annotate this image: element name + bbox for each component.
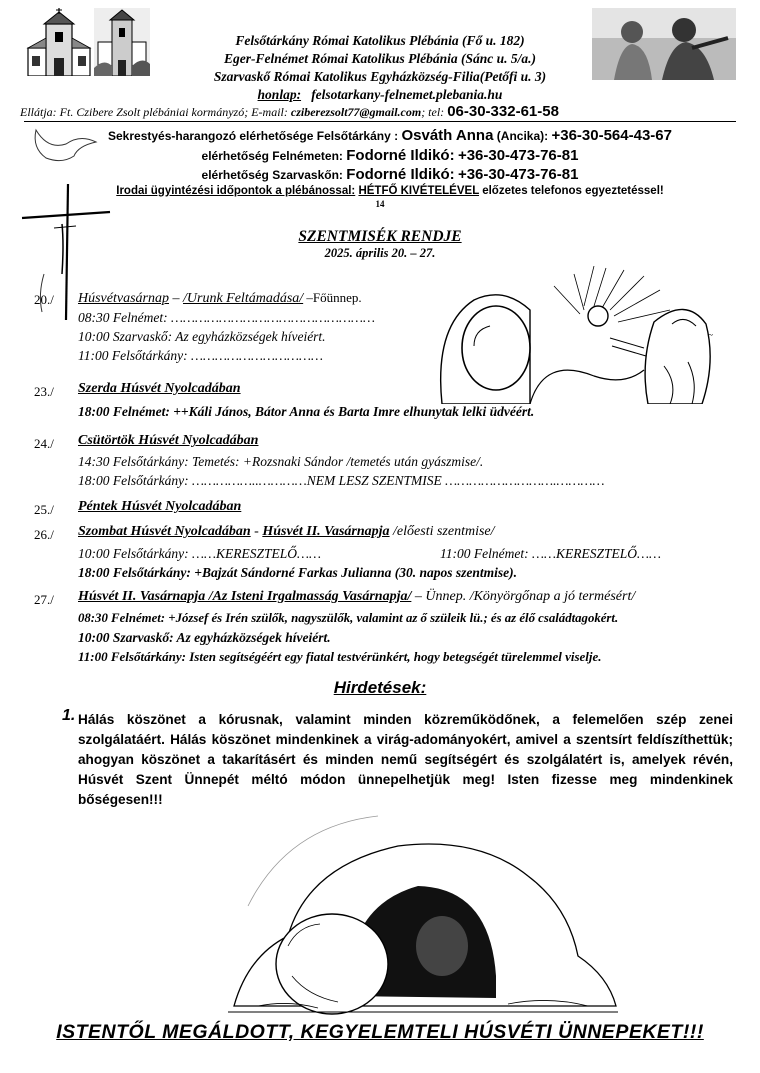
mass-entry: 10:00 Szarvaskő: Az egyházközségek híveiért. [78,329,326,344]
sacristan-contact: Sekrestyés-harangozó elérhetősége Felsőtárkány : Osváth Anna (Ancika): +36-30-564-43-67 [108,127,672,144]
mass-entry: 18:00 Felsőtárkány: +Bajzát Sándorné Farkas Julianna (30. napos szentmise). [78,565,518,580]
day-number: 23./ [34,384,54,399]
ellatja-label: Ellátja: Ft. Czibere Zsolt plébániai kormányzó; E-mail: [20,105,288,119]
day-number: 25./ [34,502,54,517]
mass-entry: 08:30 Felnémet: +József és Irén szülők, nagyszülők, valamint az ő szüleik lü.; és az élő családtagokért. [78,611,619,625]
mass-entry: 18:00 Felnémet: ++Káli János, Bátor Anna és Barta Imre elhunytak lelki üdvéért. [78,404,535,419]
header-line-2: Eger-Felnémet Római Katolikus Plébánia (Sánc u. 5/a.) [223,51,537,66]
announcement-text: Hálás köszönet a kórusnak, valamint minden közreműködőnek, a felemelően szép zenei szolgálatáért. Hálás köszönet mindenkinek a virág-adományokért, amivel a szentsírt feldíszíthettük; ahogyan köszönet a takarításért és minden nemű segítségért és szolgálatért is, amelyek révén, Húsvét Szent Ünnepét méltó módon ünnepelhetjük meg! Isten fizesse meg mindenkinek bőségesen!!! [78,712,733,807]
date-range: 2025. április 20. – 27. [324,246,436,260]
header-website [150,86,610,104]
mass-entry: 10:00 Szarvaskő: Az egyházközségek híveiért. [78,630,331,645]
day-header: Szombat Húsvét Nyolcadában - Húsvét II. Vasárnapja /előesti szentmise/ [78,524,495,539]
header-contact-line: Ellátja: Ft. Czibere Zsolt plébániai kormányzó; E-mail: cziberezsolt77@gmail.com; tel: 06-30-332-61-58 [20,103,559,120]
office-hours-note: Irodai ügyintézési időpontok a plébánossal: HÉTFŐ KIVÉTELÉVEL előzetes telefonos egyeztetéssel! [116,185,664,197]
day-number: 26./ [34,527,54,542]
day-number: 20./ [34,292,54,307]
header-line-3: Szarvaskő Római Katolikus Egyházközség-Filia(Petőfi u. 3) [213,69,547,84]
szarvasko-contact: elérhetőség Szarvaskőn: Fodorné Ildikó: +36-30-473-76-81 [201,166,579,183]
empty-tomb-risen-christ-illustration [434,266,738,404]
szarvasko-phone: +36-30-473-76-81 [457,166,579,183]
page-title: SZENTMISÉK RENDJE [298,228,462,245]
day-header: Csütörtök Húsvét Nyolcadában [78,433,259,448]
day-number: 24./ [34,436,54,451]
easter-greeting: ISTENTŐL MEGÁLDOTT, KEGYELEMTELI HÚSVÉTI ÜNNEPEKET!!! [56,1021,704,1043]
tomb-cave-illustration [228,806,618,1018]
day-header: Péntek Húsvét Nyolcadában [78,499,242,514]
website-link[interactable]: felsotarkany-felnemet.plebania.hu [311,87,503,102]
header-divider [24,121,736,122]
felnemet-phone: +36-30-473-76-81 [457,147,579,164]
website-label: honlap: [257,87,302,102]
sacristan-phone: +36-30-564-43-67 [551,127,672,144]
mass-entry: 14:30 Felsőtárkány: Temetés: +Rozsnaki Sándor /temetés után gyászmise/. [78,454,484,469]
mass-entry: 18:00 Felsőtárkány: ……………..…………NEM LESZ SZENTMISE ……………………….………… [78,473,605,488]
header-line-1: Felsőtárkány Római Katolikus Plébánia (Fő u. 182) [235,33,525,48]
day-header: Húsvétvasárnap – /Urunk Feltámadása/ –Főünnep. [78,290,362,306]
day-header: Szerda Húsvét Nyolcadában [78,381,241,396]
header-phone: 06-30-332-61-58 [447,103,559,120]
email-link[interactable]: cziberezsolt77@gmail.com [290,105,422,119]
day-header: Húsvét II. Vasárnapja /Az Isteni Irgalmasság Vasárnapja/ – Ünnep. /Könyörgőnap a jó termésért/ [78,589,636,604]
svg-text:~: ~ [708,330,713,340]
page-number: 14 [375,199,385,209]
announcements-title: Hirdetések: [333,678,427,697]
mass-entry: 10:00 Felsőtárkány: ……KERESZTELŐ…… [78,546,321,561]
day-number: 27./ [34,592,54,607]
felnemet-contact: elérhetőség Felnémeten: Fodorné Ildikó: +36-30-473-76-81 [201,147,579,164]
church-icon [26,8,92,76]
mass-entry: 11:00 Felsőtárkány: Isten segítségéért egy fiatal testvérünkért, hogy betegségét türelemmel viselje. [78,649,602,664]
chapel-icon [94,8,150,76]
mass-entry: 08:30 Felnémet: …………………………………………… [78,310,376,325]
disciples-illustration [592,8,736,80]
mass-entry: 11:00 Felnémet: ……KERESZTELŐ…… [440,546,661,561]
announcement-number: 1. [62,707,76,724]
mass-entry: 11:00 Felsőtárkány: …………………………… [78,348,324,363]
